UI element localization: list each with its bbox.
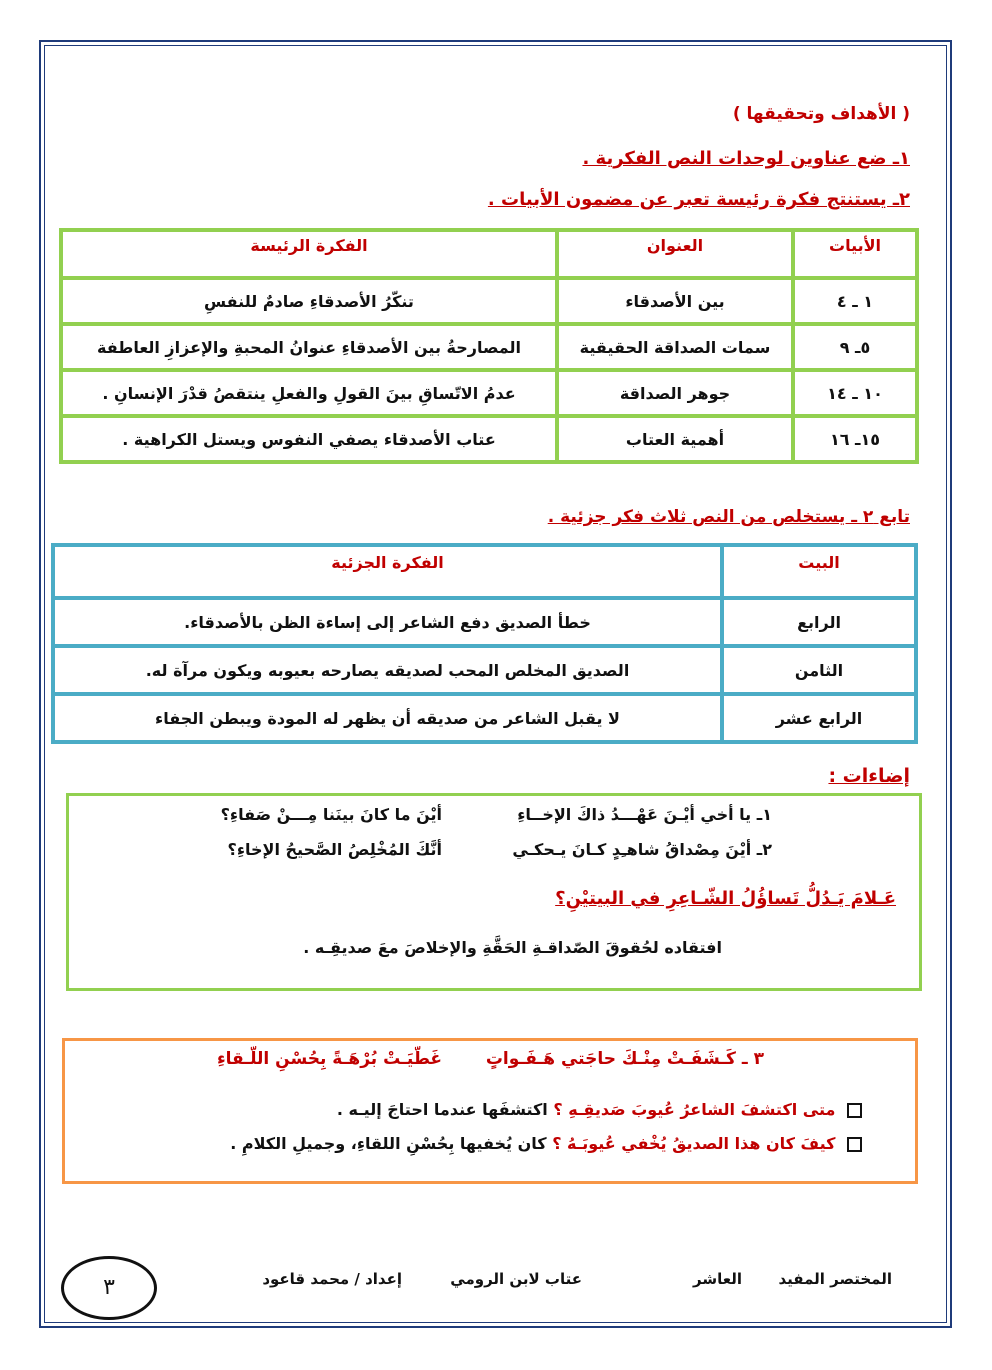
section-3-item-2 xyxy=(230,1134,862,1153)
main-ideas-table xyxy=(59,228,919,464)
verse-cell: الرابع xyxy=(722,598,916,646)
section-3-verse-second-half: غَطّيَـتْ بُرْهَـةً بِحُسْنِ اللّـقاءِ xyxy=(216,1049,442,1069)
page-number: ٣ xyxy=(61,1256,157,1320)
table-row xyxy=(61,324,917,370)
question-2-continued: تابع ٢ ـ يستخلص من النص ثلاث فكر جزئية . xyxy=(547,507,910,527)
title-cell: جوهر الصداقة xyxy=(557,370,793,416)
sub-idea-cell: الصديق المخلص المحب لصديقه يصارحه بعيوبه ويكون مرآة له. xyxy=(53,646,722,694)
verses-cell: ١٥ـ ١٦ xyxy=(793,416,917,462)
sub-idea-cell: خطأ الصديق دفع الشاعر إلى إساءة الظن بالأصدقاء. xyxy=(53,598,722,646)
verse-cell: الرابع عشر xyxy=(722,694,916,742)
header-sub-idea: الفكرة الجزئية xyxy=(53,545,722,598)
verse-2-second-half: أنَّكَ المُخْلِصُ الصَّحيحُ الإخاءِ؟ xyxy=(227,840,442,859)
verses-cell: ١٠ ـ ١٤ xyxy=(793,370,917,416)
verses-cell: ٥ـ ٩ xyxy=(793,324,917,370)
question-2: ٢ـ يستنتج فكرة رئيسة تعبر عن مضمون الأبيات . xyxy=(487,189,910,210)
verse-2-first-half: ٢ـ أيْنَ مِصْداقُ شاهـِدٍ كـانَ يـحكـي xyxy=(512,840,772,859)
table-header-row xyxy=(53,545,916,598)
footer-book-title: المختصر المفيد xyxy=(778,1270,892,1288)
table-row xyxy=(61,416,917,462)
insights-answer: افتقاده لحُقوقَ الصّداقـةِ الحَقَّةِ والإخلاصَ معَ صديقِـه . xyxy=(303,938,722,957)
footer-lesson: عتاب لابن الرومي xyxy=(450,1270,582,1288)
section-3-question-1: متى اكتشفَ الشاعرُ عُيوبَ صَديقِـهِ ؟ xyxy=(553,1100,836,1119)
idea-cell: عتاب الأصدقاء يصفي النفوس ويستل الكراهية . xyxy=(61,416,557,462)
verse-1-second-half: أيْنَ ما كانَ بينَنا مِـــنْ صَفاءِ؟ xyxy=(220,805,442,824)
header-main-idea: الفكرة الرئيسة xyxy=(61,230,557,278)
header-verses: الأبيات xyxy=(793,230,917,278)
idea-cell: تنكّرُ الأصدقاءِ صادمٌ للنفسِ xyxy=(61,278,557,324)
section-3-item-1 xyxy=(337,1100,862,1119)
question-1: ١ـ ضع عناوين لوحدات النص الفكرية . xyxy=(582,148,910,169)
checkbox-icon xyxy=(847,1103,862,1118)
table-row xyxy=(61,278,917,324)
idea-cell: المصارحةُ بين الأصدقاءِ عنوانُ المحبةِ والإعزازِ العاطفة xyxy=(61,324,557,370)
table-header-row xyxy=(61,230,917,278)
header-verse: البيت xyxy=(722,545,916,598)
verses-cell: ١ ـ ٤ xyxy=(793,278,917,324)
section-3-answer-2: كان يُخفيها بِحُسْنِ اللقاءِ، وجميلِ الكلامِ . xyxy=(230,1134,547,1153)
insights-title: إضاءات : xyxy=(828,765,910,787)
header-title: العنوان xyxy=(557,230,793,278)
verse-1-first-half: ١ـ يا أخي أيْـنَ عَهْـــدُ ذاكَ الإخــاءِ xyxy=(517,805,772,824)
section-heading: ( الأهداف وتحقيقها ) xyxy=(732,104,910,124)
title-cell: سمات الصداقة الحقيقية xyxy=(557,324,793,370)
table-row xyxy=(53,646,916,694)
section-3-question-2: كيفَ كان هذا الصديقُ يُخْفي عُيوبَـهُ ؟ xyxy=(552,1134,836,1153)
table-row xyxy=(53,694,916,742)
section-3-verse-first-half: ٣ ـ كَـشَفَـتْ مِنْـكَ حاجَتي هَـفَـواتٍ xyxy=(485,1049,764,1069)
idea-cell: عدمُ الاتّساقِ بينَ القولِ والفعلِ ينتقصُ قدْرَ الإنسانِ . xyxy=(61,370,557,416)
verse-cell: الثامن xyxy=(722,646,916,694)
title-cell: أهمية العتاب xyxy=(557,416,793,462)
section-3-answer-1: اكتشفَها عندما احتاجَ إليـه . xyxy=(336,1100,548,1119)
sub-ideas-table xyxy=(51,543,918,744)
footer-grade: العاشر xyxy=(693,1270,742,1288)
sub-idea-cell: لا يقبل الشاعر من صديقه أن يظهر له المودة ويبطن الجفاء xyxy=(53,694,722,742)
insights-question: عَـلامَ يَـدُلُّ تَساؤُلُ الشّـاعِرِ في البيتيْنِ؟ xyxy=(555,888,896,909)
footer-author: إعداد / محمد قاعود xyxy=(262,1270,402,1288)
title-cell: بين الأصدقاء xyxy=(557,278,793,324)
table-row xyxy=(61,370,917,416)
checkbox-icon xyxy=(847,1137,862,1152)
table-row xyxy=(53,598,916,646)
